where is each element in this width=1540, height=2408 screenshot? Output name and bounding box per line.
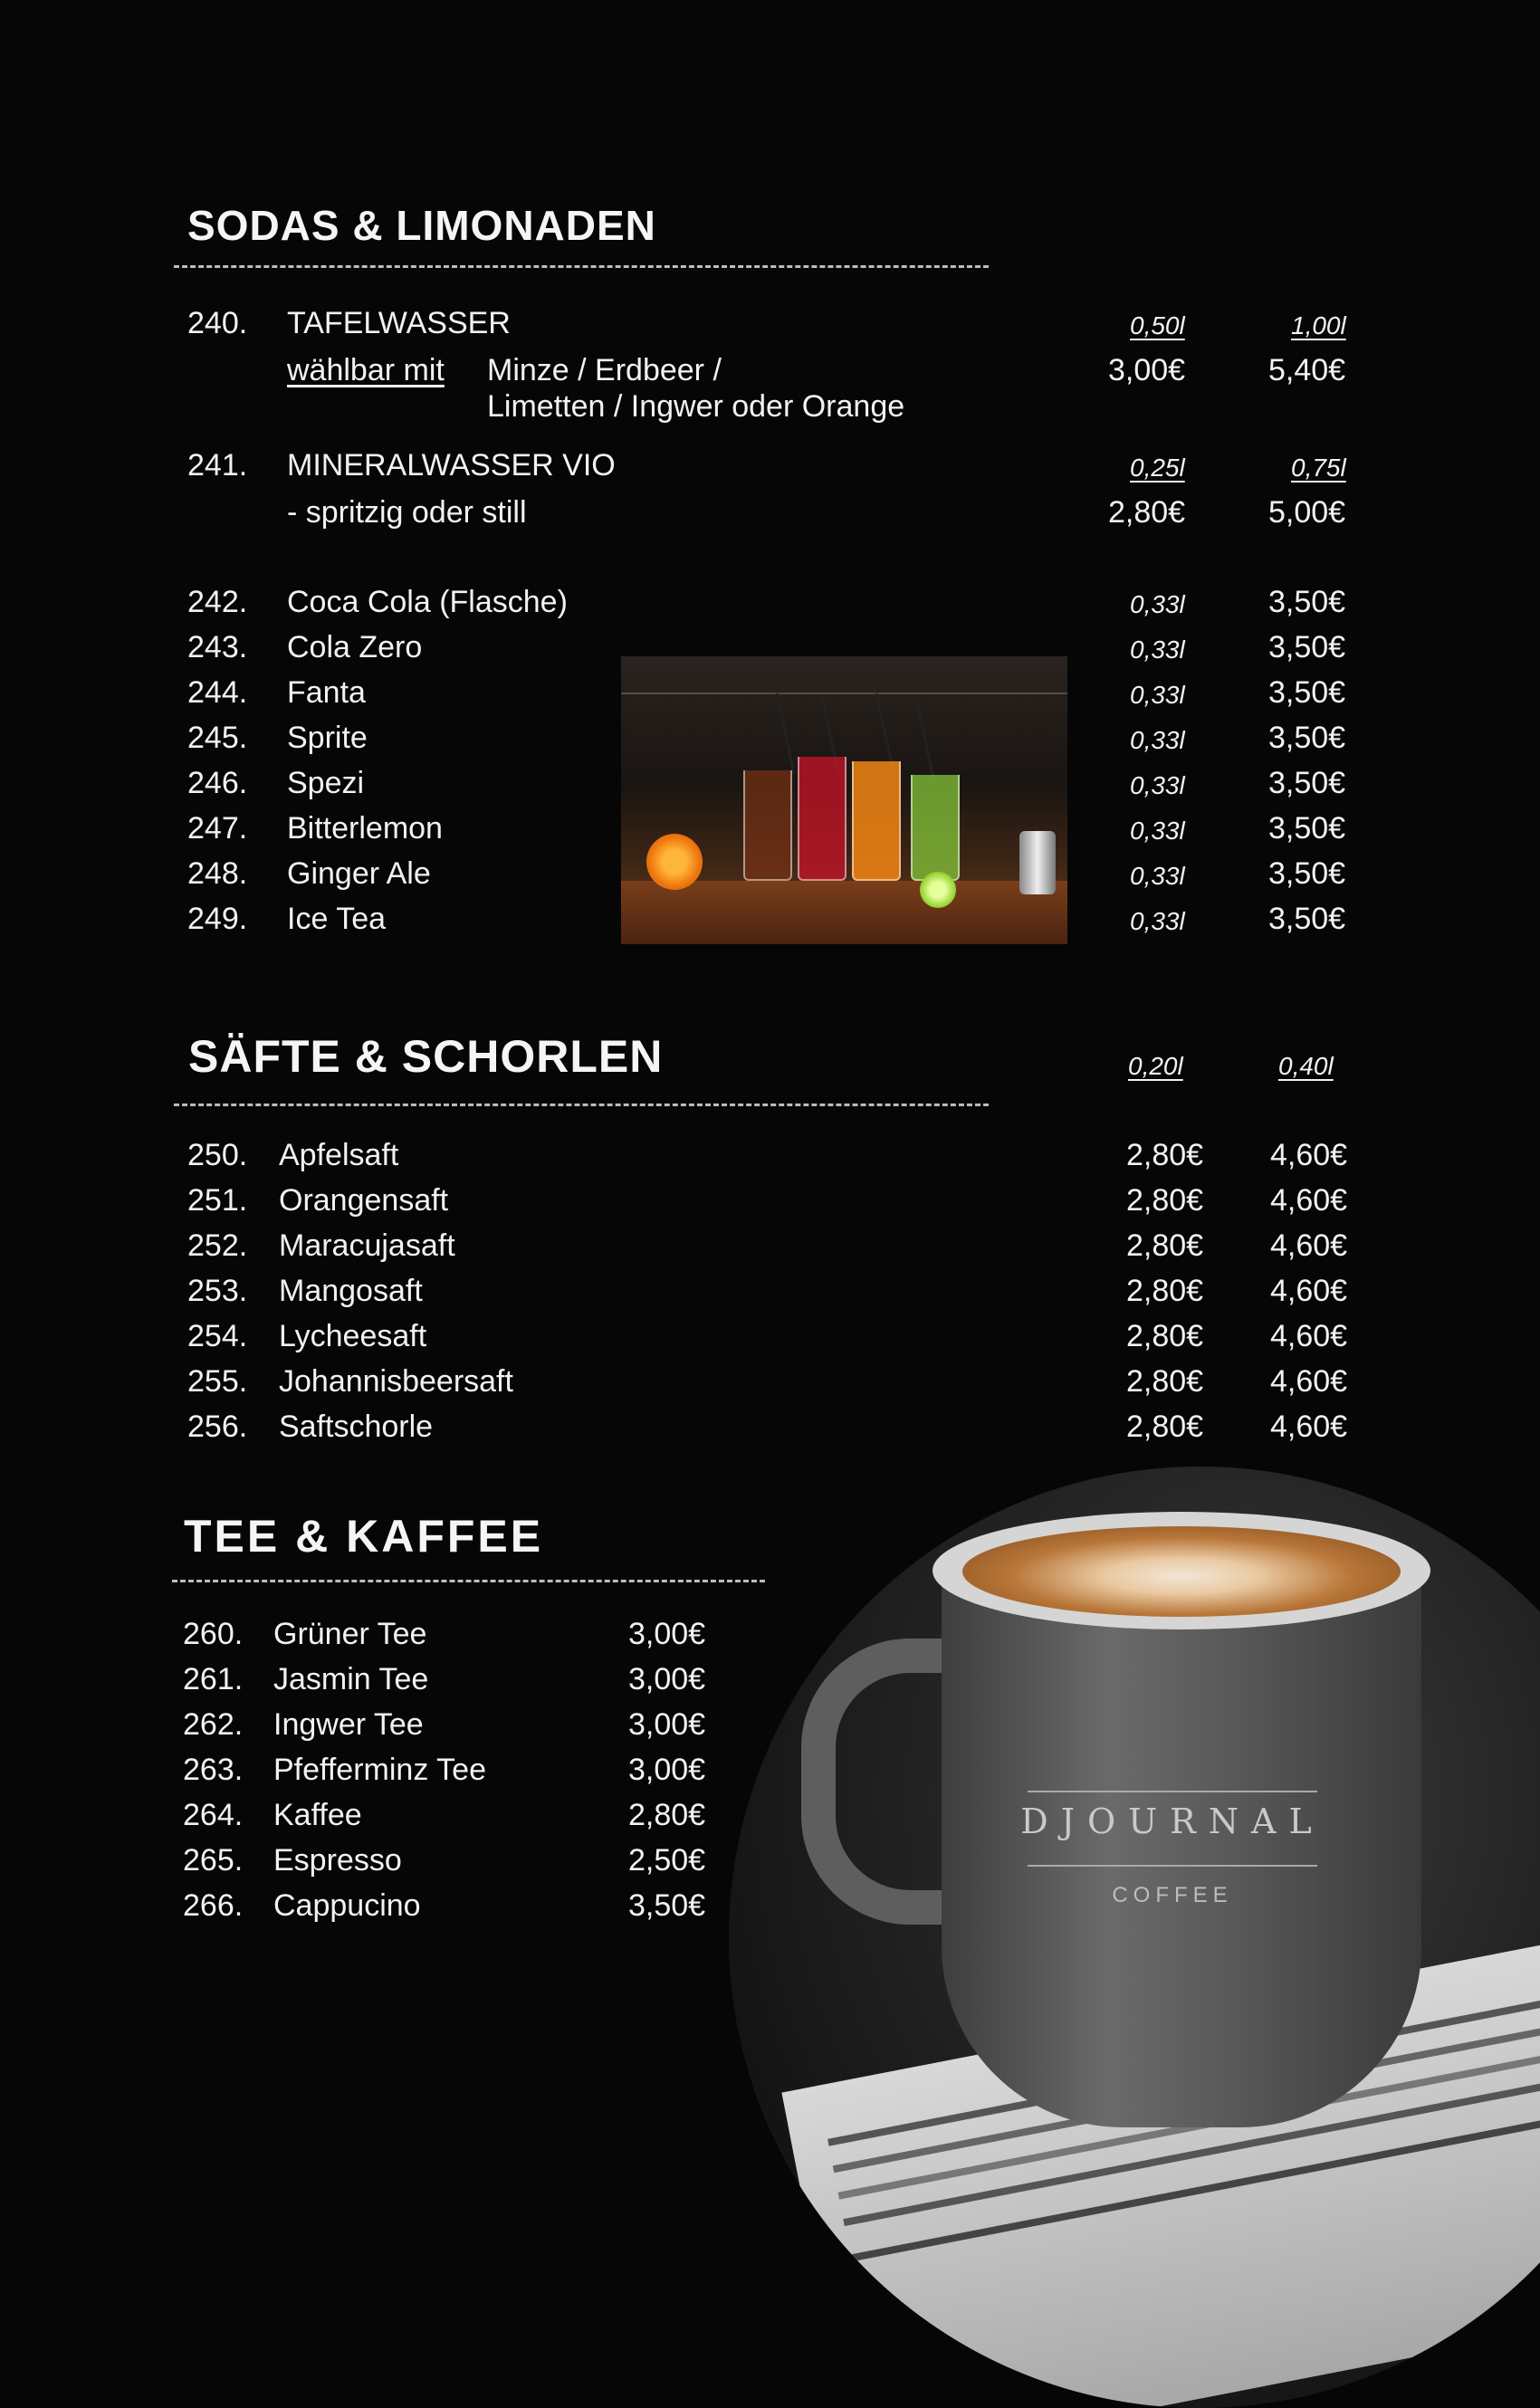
section-divider bbox=[174, 1104, 989, 1106]
item-name: Espresso bbox=[273, 1843, 402, 1878]
item-name: Saftschorle bbox=[279, 1409, 434, 1444]
item-number: 251. bbox=[187, 1183, 248, 1218]
item-price: 3,50€ bbox=[628, 1888, 706, 1923]
item-name: Ice Tea bbox=[287, 902, 387, 936]
option-line: Limetten / Ingwer oder Orange bbox=[487, 389, 905, 424]
price-small: 2,80€ bbox=[1126, 1228, 1204, 1263]
item-name: Orangensaft bbox=[279, 1183, 449, 1218]
price-small: 2,80€ bbox=[1108, 495, 1186, 530]
section-title-saefte: SÄFTE & SCHORLEN bbox=[188, 1031, 664, 1082]
price-small: 2,80€ bbox=[1126, 1183, 1204, 1218]
item-name: Bitterlemon bbox=[287, 811, 443, 846]
cup-brand-text: DJOURNAL bbox=[1020, 1801, 1325, 1841]
item-price: 3,50€ bbox=[1268, 675, 1346, 710]
item-price: 3,50€ bbox=[1268, 902, 1346, 936]
item-number: 253. bbox=[187, 1274, 248, 1308]
item-number: 248. bbox=[187, 856, 248, 891]
item-volume: 0,33l bbox=[1130, 635, 1185, 664]
item-name: Kaffee bbox=[273, 1798, 362, 1832]
item-name: Spezi bbox=[287, 766, 365, 800]
item-number: 262. bbox=[183, 1707, 244, 1742]
item-number: 264. bbox=[183, 1798, 244, 1832]
item-number: 245. bbox=[187, 721, 248, 755]
section-title-sodas: SODAS & LIMONADEN bbox=[187, 202, 656, 249]
item-name: Johannisbeersaft bbox=[279, 1364, 513, 1399]
item-price: 2,50€ bbox=[628, 1843, 706, 1878]
item-volume: 0,33l bbox=[1130, 907, 1185, 935]
item-number: 243. bbox=[187, 630, 248, 664]
item-name: Jasmin Tee bbox=[273, 1662, 429, 1696]
item-volume: 0,33l bbox=[1130, 681, 1185, 709]
price-large: 4,60€ bbox=[1270, 1364, 1348, 1399]
item-number: 242. bbox=[187, 585, 248, 619]
item-volume: 0,33l bbox=[1130, 862, 1185, 890]
price-large: 4,60€ bbox=[1270, 1138, 1348, 1172]
item-number: 247. bbox=[187, 811, 248, 846]
item-number: 250. bbox=[187, 1138, 248, 1172]
item-description: - spritzig oder still bbox=[287, 495, 527, 530]
price-small: 3,00€ bbox=[1108, 353, 1186, 387]
volume-large: 0,75l bbox=[1291, 454, 1346, 482]
item-name: Grüner Tee bbox=[273, 1617, 427, 1651]
item-number: 254. bbox=[187, 1319, 248, 1353]
item-number: 246. bbox=[187, 766, 248, 800]
item-price: 3,00€ bbox=[628, 1662, 706, 1696]
item-number: 244. bbox=[187, 675, 248, 710]
price-small: 2,80€ bbox=[1126, 1319, 1204, 1353]
item-price: 3,50€ bbox=[1268, 630, 1346, 664]
item-price: 3,00€ bbox=[628, 1753, 706, 1787]
item-name: Apfelsaft bbox=[279, 1138, 399, 1172]
price-large: 4,60€ bbox=[1270, 1228, 1348, 1263]
price-large: 5,40€ bbox=[1268, 353, 1346, 387]
price-small: 2,80€ bbox=[1126, 1274, 1204, 1308]
item-price: 3,00€ bbox=[628, 1617, 706, 1651]
volume-large: 1,00l bbox=[1291, 311, 1346, 339]
item-number: 261. bbox=[183, 1662, 244, 1696]
section-divider bbox=[172, 1580, 765, 1582]
item-name: Maracujasaft bbox=[279, 1228, 455, 1263]
item-name: Sprite bbox=[287, 721, 368, 755]
item-volume: 0,33l bbox=[1130, 817, 1185, 845]
item-number: 252. bbox=[187, 1228, 248, 1263]
price-small: 2,80€ bbox=[1126, 1138, 1204, 1172]
item-name: Ingwer Tee bbox=[273, 1707, 424, 1742]
item-name: Ginger Ale bbox=[287, 856, 431, 891]
cocktails-photo bbox=[621, 656, 1067, 944]
item-price: 3,50€ bbox=[1268, 585, 1346, 619]
cup-brand-subtext: COFFEE bbox=[1112, 1883, 1233, 1907]
price-large: 4,60€ bbox=[1270, 1274, 1348, 1308]
item-number: 241. bbox=[187, 448, 248, 483]
item-price: 2,80€ bbox=[628, 1798, 706, 1832]
item-volume: 0,33l bbox=[1130, 726, 1185, 754]
price-large: 4,60€ bbox=[1270, 1319, 1348, 1353]
item-number: 265. bbox=[183, 1843, 244, 1878]
item-volume: 0,33l bbox=[1130, 590, 1185, 618]
item-number: 256. bbox=[187, 1409, 248, 1444]
item-price: 3,50€ bbox=[1268, 766, 1346, 800]
volume-large: 0,40l bbox=[1278, 1052, 1334, 1080]
item-volume: 0,33l bbox=[1130, 771, 1185, 799]
item-number: 255. bbox=[187, 1364, 248, 1399]
volume-small: 0,25l bbox=[1130, 454, 1185, 482]
price-small: 2,80€ bbox=[1126, 1409, 1204, 1444]
volume-small: 0,50l bbox=[1130, 311, 1185, 339]
option-label: wählbar mit bbox=[287, 353, 445, 387]
item-number: 260. bbox=[183, 1617, 244, 1651]
item-price: 3,50€ bbox=[1268, 856, 1346, 891]
option-line: Minze / Erdbeer / bbox=[487, 353, 722, 387]
item-name: Cola Zero bbox=[287, 630, 423, 664]
item-number: 240. bbox=[187, 306, 248, 340]
section-title-tee: TEE & KAFFEE bbox=[184, 1511, 544, 1562]
item-price: 3,50€ bbox=[1268, 721, 1346, 755]
item-name: Pfefferminz Tee bbox=[273, 1753, 486, 1787]
item-name: Mangosaft bbox=[279, 1274, 423, 1308]
item-number: 263. bbox=[183, 1753, 244, 1787]
coffee-cup-photo bbox=[729, 1467, 1540, 2408]
item-name: MINERALWASSER VIO bbox=[287, 448, 616, 483]
item-name: TAFELWASSER bbox=[287, 306, 511, 340]
item-name: Fanta bbox=[287, 675, 366, 710]
price-large: 5,00€ bbox=[1268, 495, 1346, 530]
volume-small: 0,20l bbox=[1128, 1052, 1183, 1080]
price-large: 4,60€ bbox=[1270, 1183, 1348, 1218]
item-name: Coca Cola (Flasche) bbox=[287, 585, 568, 619]
item-number: 266. bbox=[183, 1888, 244, 1923]
section-divider bbox=[174, 265, 989, 268]
item-number: 249. bbox=[187, 902, 248, 936]
item-name: Lycheesaft bbox=[279, 1319, 427, 1353]
item-price: 3,00€ bbox=[628, 1707, 706, 1742]
price-large: 4,60€ bbox=[1270, 1409, 1348, 1444]
item-price: 3,50€ bbox=[1268, 811, 1346, 846]
price-small: 2,80€ bbox=[1126, 1364, 1204, 1399]
item-name: Cappucino bbox=[273, 1888, 421, 1923]
